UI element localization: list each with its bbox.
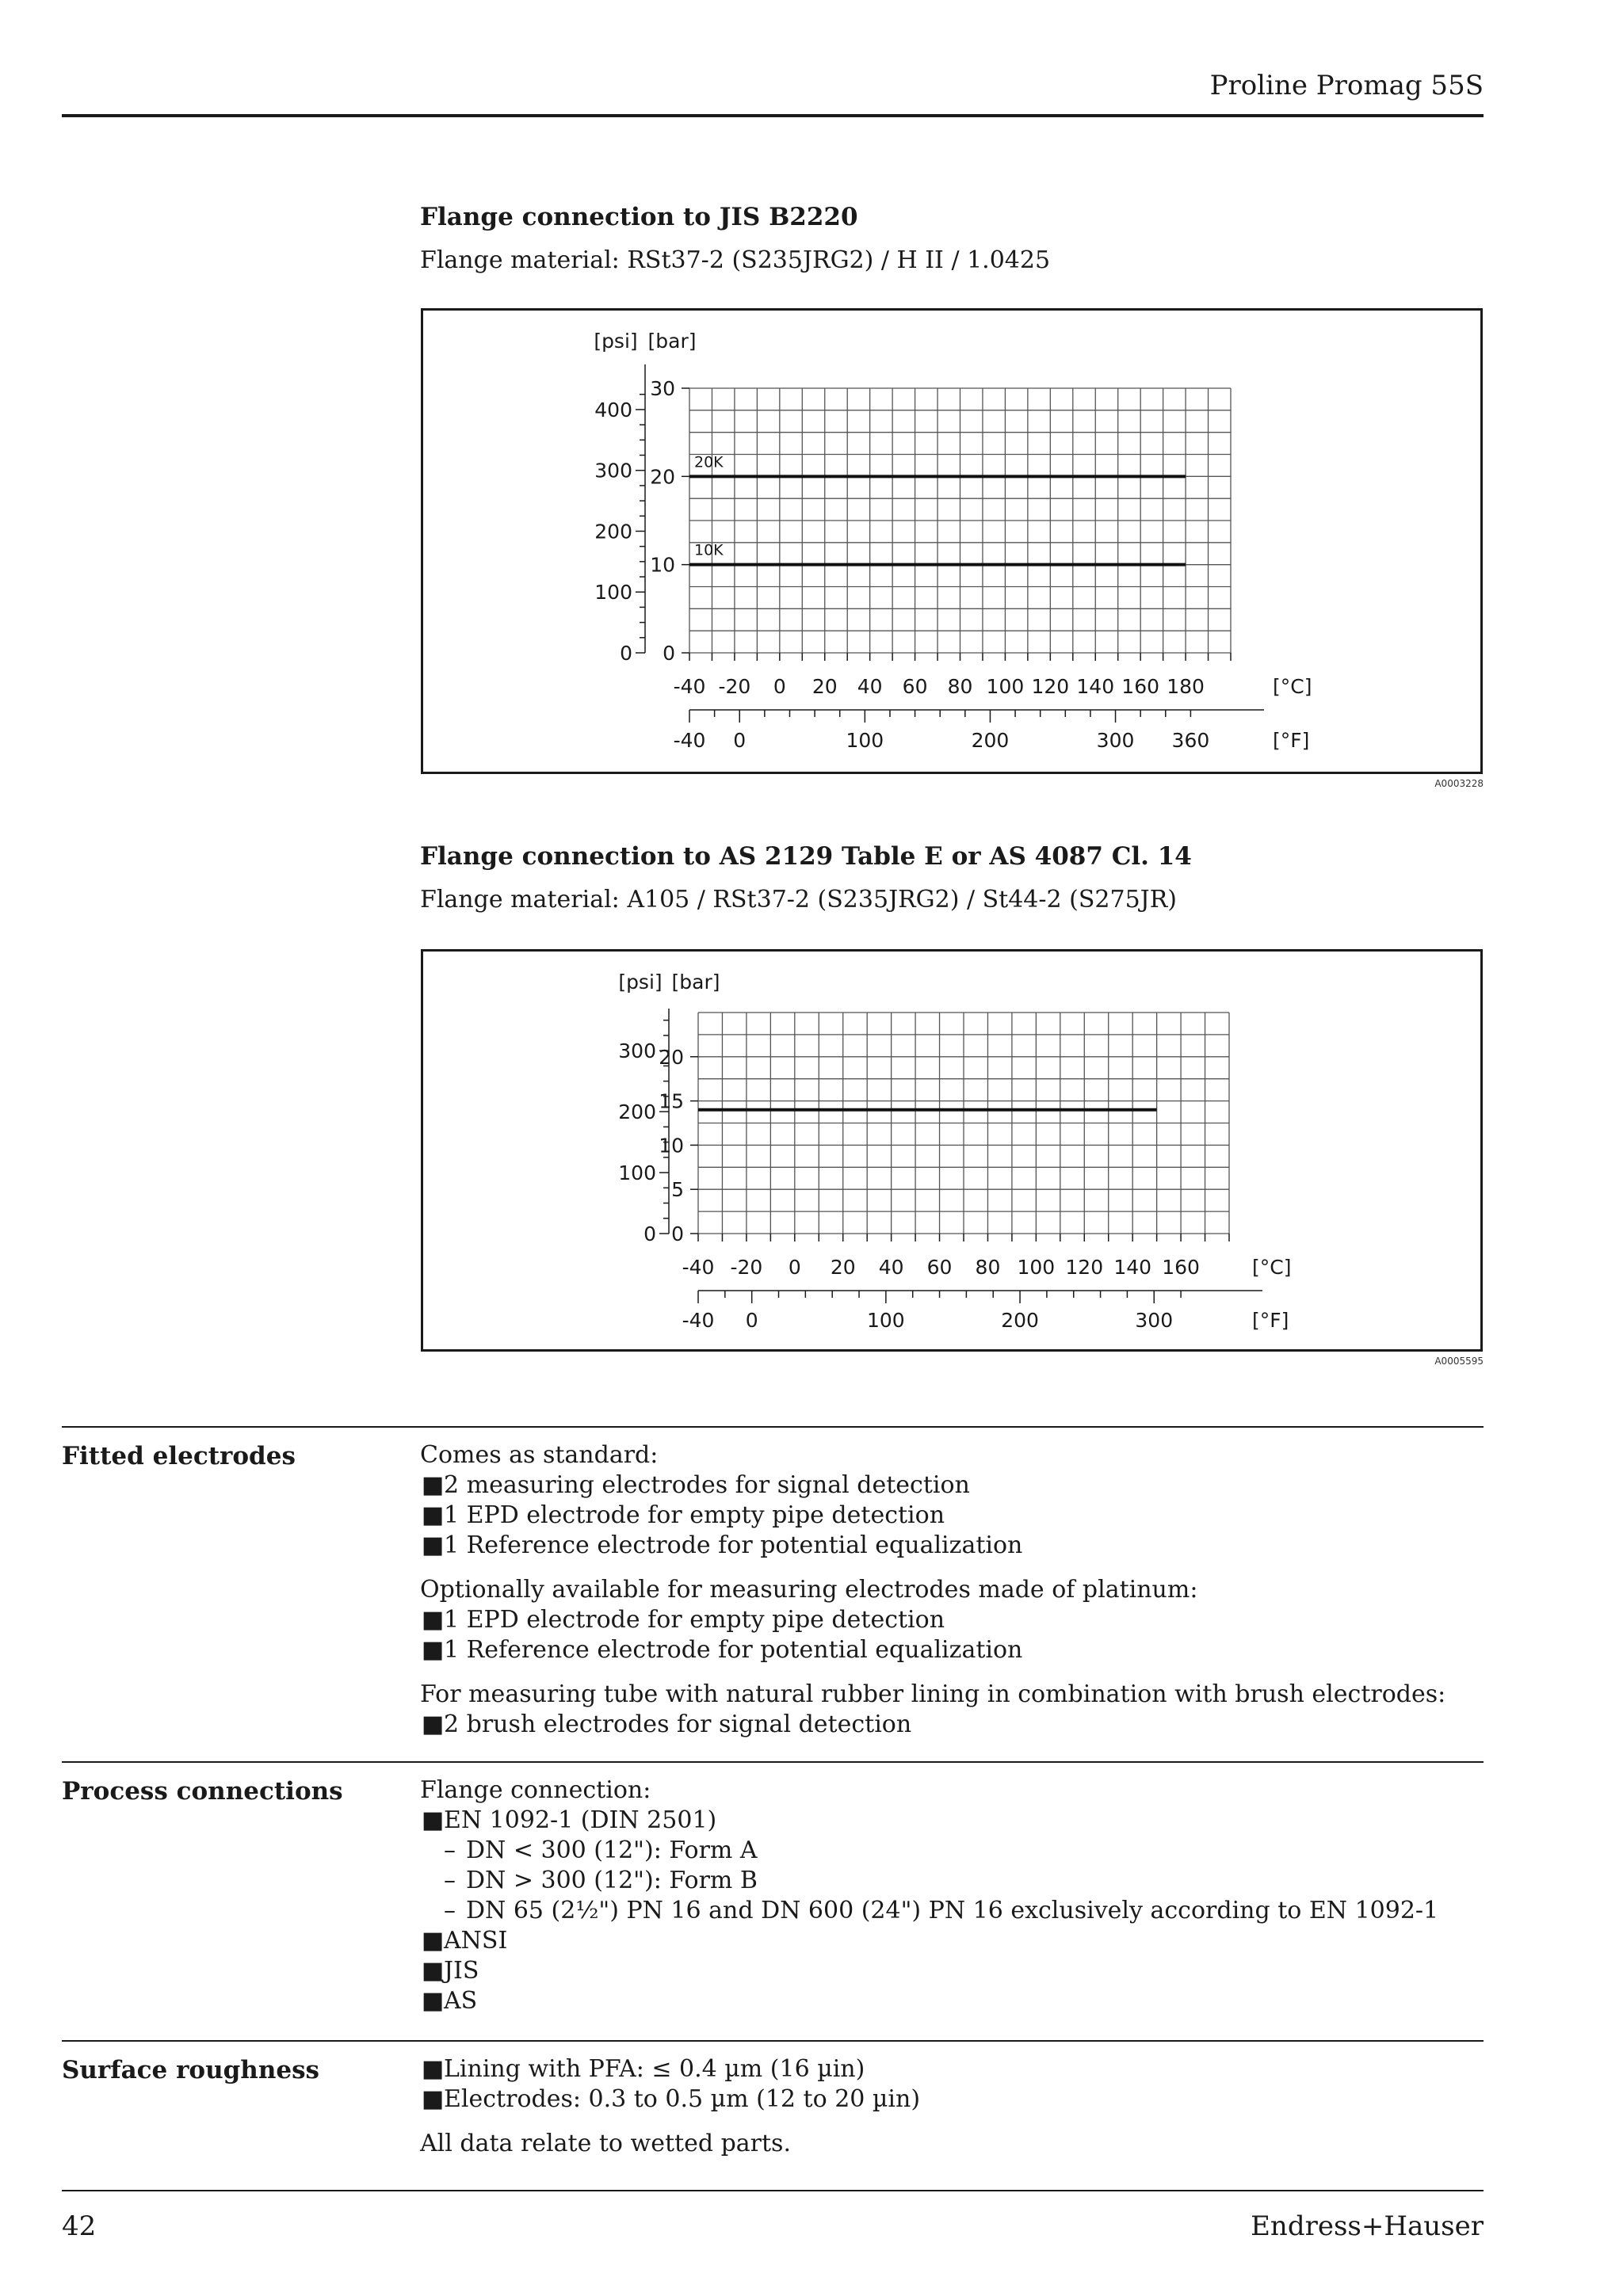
as-chart-ref: A0005595 xyxy=(1434,1356,1484,1367)
y-tick-label-bar: 0 xyxy=(671,1222,684,1245)
header-rule xyxy=(62,114,1484,117)
process-connections-label: Process connections xyxy=(62,1777,343,1806)
x-tick-label-c: 100 xyxy=(986,675,1025,698)
fitted-electrodes-content xyxy=(420,1440,1482,1740)
list-item: ■ EN 1092-1 (DIN 2501) xyxy=(422,1806,717,1834)
as-chart-frame xyxy=(421,949,1483,1352)
x-tick-label-c: 160 xyxy=(1162,1256,1200,1279)
x-tick-label-c: 100 xyxy=(1017,1256,1056,1279)
x-tick-label-c: 0 xyxy=(788,1256,801,1279)
y-tick-label-psi: 0 xyxy=(620,642,632,665)
jis-chart-ref: A0003228 xyxy=(1434,778,1484,789)
x-tick-label-f: -40 xyxy=(673,729,706,752)
x-tick-label-c: 140 xyxy=(1076,675,1115,698)
process-connections-intro: Flange connection: xyxy=(420,1776,651,1804)
footer-rule xyxy=(62,2190,1484,2191)
y-axis-label-psi: [psi] xyxy=(594,330,638,353)
x-tick-label-c: 20 xyxy=(830,1256,856,1279)
jis-section-subtitle: Flange material: RSt37-2 (S235JRG2) / H II / 1.0425 xyxy=(420,246,1051,274)
x-axis-label-f: [°F] xyxy=(1252,1309,1289,1332)
surface-roughness-note: All data relate to wetted parts. xyxy=(420,2130,791,2157)
x-tick-label-c: 60 xyxy=(926,1256,953,1279)
sub-list-item: – DN > 300 (12"): Form B xyxy=(444,1867,758,1894)
y-tick-label-bar: 15 xyxy=(659,1089,684,1113)
x-tick-label-f: -40 xyxy=(682,1309,715,1332)
x-tick-label-c: 0 xyxy=(773,675,786,698)
section-divider xyxy=(62,2040,1484,2042)
header-title: Proline Promag 55S xyxy=(1209,70,1484,101)
x-tick-label-c: 80 xyxy=(975,1256,1001,1279)
list-item: ■ 1 Reference electrode for potential equalization xyxy=(422,1531,1023,1559)
x-tick-label-c: -40 xyxy=(682,1256,715,1279)
fitted-electrodes-intro2: Optionally available for measuring electrodes made of platinum: xyxy=(420,1576,1198,1604)
y-tick-label-bar: 30 xyxy=(650,377,675,400)
x-tick-label-c: 140 xyxy=(1113,1256,1152,1279)
x-tick-label-c: 120 xyxy=(1065,1256,1104,1279)
y-axis-label-bar: [bar] xyxy=(647,330,697,353)
as-pressure-temperature-chart xyxy=(423,952,1485,1354)
x-tick-label-c: 120 xyxy=(1031,675,1070,698)
y-tick-label-bar: 0 xyxy=(663,642,675,665)
x-axis-label-c: [°C] xyxy=(1252,1256,1292,1279)
x-tick-label-f: 360 xyxy=(1171,729,1210,752)
list-item: ■ 2 brush electrodes for signal detection xyxy=(422,1711,912,1738)
x-tick-label-f: 200 xyxy=(971,729,1010,752)
y-tick-label-psi: 100 xyxy=(618,1161,656,1185)
list-item: ■ ANSI xyxy=(422,1927,508,1955)
x-tick-label-c: 60 xyxy=(902,675,928,698)
y-axis-label-psi: [psi] xyxy=(618,971,663,994)
y-tick-label-bar: 10 xyxy=(650,553,675,577)
y-tick-label-psi: 300 xyxy=(594,459,632,482)
surface-roughness-content xyxy=(420,2054,1482,2159)
y-tick-label-bar: 20 xyxy=(650,465,675,489)
list-item: ■ AS xyxy=(422,1987,478,2015)
x-tick-label-f: 300 xyxy=(1096,729,1135,752)
x-tick-label-f: 0 xyxy=(745,1309,758,1332)
x-tick-label-c: 160 xyxy=(1121,675,1160,698)
y-tick-label-psi: 0 xyxy=(643,1222,656,1245)
process-connections-content xyxy=(420,1775,1482,2016)
x-tick-label-f: 300 xyxy=(1135,1309,1174,1332)
y-tick-label-psi: 200 xyxy=(594,520,632,543)
x-tick-label-f: 100 xyxy=(867,1309,905,1332)
page-number: 42 xyxy=(62,2210,97,2242)
x-tick-label-c: -40 xyxy=(673,675,706,698)
y-tick-label-psi: 400 xyxy=(594,398,632,421)
y-tick-label-bar: 5 xyxy=(671,1178,684,1202)
list-item: ■ 1 EPD electrode for empty pipe detection xyxy=(422,1501,945,1529)
y-tick-label-bar: 10 xyxy=(659,1134,684,1158)
x-tick-label-c: 40 xyxy=(878,1256,904,1279)
jis-section-title: Flange connection to JIS B2220 xyxy=(420,203,858,231)
x-tick-label-c: 40 xyxy=(857,675,883,698)
surface-roughness-label: Surface roughness xyxy=(62,2056,320,2084)
list-item: ■ JIS xyxy=(422,1957,479,1985)
fitted-electrodes-label: Fitted electrodes xyxy=(62,1442,296,1470)
jis-chart-frame xyxy=(421,308,1483,774)
x-tick-label-c: -20 xyxy=(718,675,751,698)
x-tick-label-f: 200 xyxy=(1001,1309,1039,1332)
series-label: 20K xyxy=(694,453,724,471)
y-tick-label-psi: 200 xyxy=(618,1100,656,1124)
x-axis-label-f: [°F] xyxy=(1273,729,1310,752)
sub-list-item: – DN 65 (2½") PN 16 and DN 600 (24") PN 16 exclusively according to EN 1092-1 xyxy=(444,1897,1439,1924)
list-item: ■ 2 measuring electrodes for signal detection xyxy=(422,1471,970,1499)
list-item: ■ Electrodes: 0.3 to 0.5 µm (12 to 20 µin) xyxy=(422,2085,921,2113)
as-section-title: Flange connection to AS 2129 Table E or AS 4087 Cl. 14 xyxy=(420,842,1192,871)
fitted-electrodes-intro3: For measuring tube with natural rubber lining in combination with brush electrodes: xyxy=(420,1680,1446,1708)
x-tick-label-c: -20 xyxy=(730,1256,763,1279)
list-item: ■ 1 Reference electrode for potential equalization xyxy=(422,1636,1023,1664)
footer-company: Endress+Hauser xyxy=(1251,2210,1484,2242)
y-tick-label-psi: 300 xyxy=(618,1039,656,1063)
x-tick-label-c: 80 xyxy=(947,675,973,698)
y-tick-label-psi: 100 xyxy=(594,581,632,605)
series-label: 10K xyxy=(694,541,724,559)
as-section-subtitle: Flange material: A105 / RSt37-2 (S235JRG2) / St44-2 (S275JR) xyxy=(420,886,1177,913)
y-axis-label-bar: [bar] xyxy=(671,971,720,994)
section-divider xyxy=(62,1761,1484,1763)
x-tick-label-c: 180 xyxy=(1167,675,1205,698)
section-divider xyxy=(62,1426,1484,1428)
x-tick-label-c: 20 xyxy=(812,675,838,698)
x-axis-label-c: [°C] xyxy=(1273,675,1312,698)
x-tick-label-f: 0 xyxy=(733,729,747,752)
list-item: ■ 1 EPD electrode for empty pipe detection xyxy=(422,1606,945,1634)
sub-list-item: – DN < 300 (12"): Form A xyxy=(444,1836,758,1864)
y-tick-label-bar: 20 xyxy=(659,1045,684,1069)
list-item: ■ Lining with PFA: ≤ 0.4 µm (16 µin) xyxy=(422,2055,865,2083)
x-tick-label-f: 100 xyxy=(846,729,884,752)
jis-pressure-temperature-chart xyxy=(423,311,1485,776)
fitted-electrodes-intro1: Comes as standard: xyxy=(420,1441,659,1469)
